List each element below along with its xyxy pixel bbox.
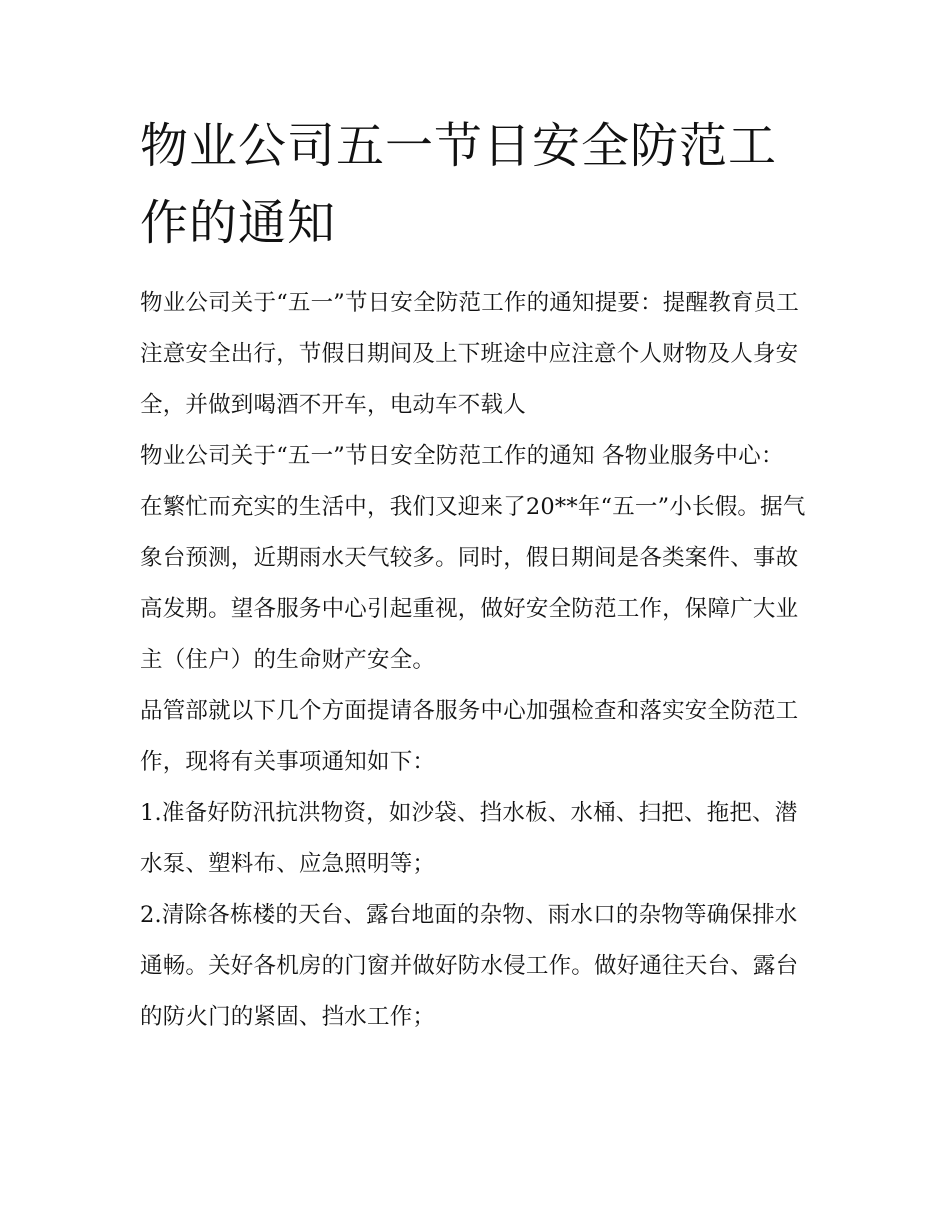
salutation-paragraph: 物业公司关于“五一”节日安全防范工作的通知 各物业服务中心： [140,443,784,469]
notice-paragraph: 品管部就以下几个方面提请各服务中心加强检查和落实安全防范工作，现将有关事项通知如下： [140,698,799,775]
document-body [140,278,820,1043]
item-2-paragraph: 2.清除各栋楼的天台、露台地面的杂物、雨水口的杂物等确保排水通畅。关好各机房的门窗并做好防水侵工作。做好通往天台、露台的防火门的紧固、挡水工作； [140,902,799,1030]
document-title: 物业公司五一节日安全防范工作的通知 [140,118,778,251]
intro-paragraph: 在繁忙而充实的生活中，我们又迎来了20**年“五一”小长假。据气象台预测，近期雨水天气较多。同时，假日期间是各类案件、事故高发期。望各服务中心引起重视，做好安全防范工作，保障广大业主（住户）的生命财产安全。 [140,494,806,673]
summary-paragraph: 物业公司关于“五一”节日安全防范工作的通知提要：提醒教育员工注意安全出行，节假日期间及上下班途中应注意个人财物及人身安全，并做到喝酒不开车，电动车不载人 [140,290,800,418]
item-1-paragraph: 1.准备好防汛抗洪物资，如沙袋、挡水板、水桶、扫把、拖把、潜水泵、塑料布、应急照明等； [140,800,798,877]
